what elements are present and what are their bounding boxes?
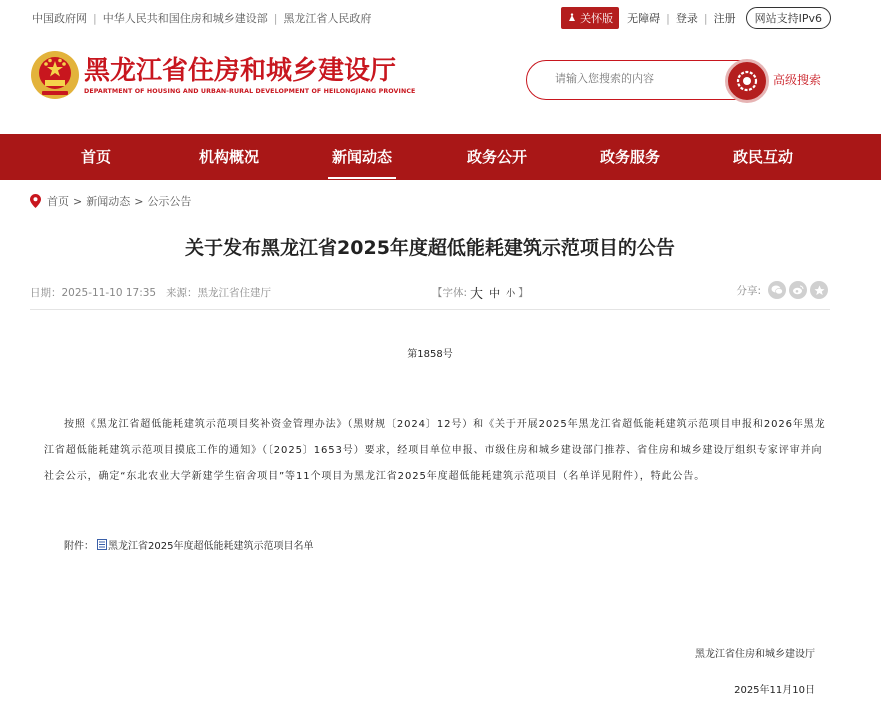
link-gov-cn[interactable]: 中国政府网	[32, 12, 87, 25]
font-large-button[interactable]: 大	[470, 287, 484, 302]
divider: |	[703, 11, 708, 25]
article-source: 来源：黑龙江省住建厅	[166, 287, 271, 299]
article-body: 按照《黑龙江省超低能耗建筑示范项目奖补资金管理办法》（黑财规〔2024〕12号）和《关于开展2025年黑龙江省超低能耗建筑示范项目申报和2026年黑龙江省超低能耗建筑示范项目摸底工作的通知》（〔2025〕1653号）要求，经项目单位申报、市级住房和城乡建设部门推荐、省住房和城乡建设厅组织专家评审并向社会公示，确定“东北农业大学新建学生宿舍项目”等11个项目为黑龙江省2025年度超低能耗建筑示范项目（名单详见附件），特此公告。	[44, 419, 826, 482]
breadcrumb-notices[interactable]: 公示公告	[147, 195, 192, 208]
publish-date: 日期：2025-11-10 17:35	[30, 287, 157, 299]
share-label: 分享:	[736, 284, 761, 297]
org-name-cn: 黑龙江省住房和城乡建设厅	[84, 55, 397, 86]
search-input[interactable]	[555, 72, 715, 85]
location-pin-icon	[30, 194, 41, 208]
nav-home[interactable]: 首页	[80, 148, 111, 166]
issuer-signature: 黑龙江省住房和城乡建设厅	[695, 649, 815, 660]
site-logo[interactable]	[30, 50, 415, 100]
search-button[interactable]	[725, 59, 769, 103]
font-small-button[interactable]: 小	[506, 289, 516, 299]
external-links	[32, 10, 371, 26]
breadcrumb-separator: >	[73, 194, 83, 208]
nav-about[interactable]: 机构概况	[198, 148, 259, 166]
login-link[interactable]: 登录	[675, 12, 698, 25]
wechat-share-icon[interactable]	[768, 281, 786, 299]
care-mode-label: 关怀版	[580, 12, 614, 25]
breadcrumb-separator: >	[134, 194, 144, 208]
favorite-share-icon[interactable]	[810, 281, 828, 299]
font-medium-button[interactable]: 中	[489, 286, 501, 300]
breadcrumb-news[interactable]: 新闻动态	[86, 195, 131, 208]
excel-file-icon	[97, 539, 107, 550]
accessibility-link[interactable]: 无障碍	[627, 12, 661, 25]
breadcrumb-home[interactable]: 首页	[47, 195, 69, 208]
nav-gov-affairs[interactable]: 政务公开	[466, 148, 527, 166]
divider: |	[666, 11, 670, 25]
meta-divider	[30, 309, 830, 310]
advanced-search-link[interactable]: 高级搜索	[773, 73, 822, 87]
font-size-label: 【字体:	[432, 287, 468, 299]
divider: |	[273, 11, 278, 25]
org-name-en: DEPARTMENT OF HOUSING AND URBAN-RURAL DEVELOPMENT OF HEILONGJIANG PROVINCE	[84, 87, 416, 95]
nav-gov-services[interactable]: 政务服务	[599, 148, 660, 166]
care-mode-button[interactable]	[561, 7, 619, 29]
attachment	[64, 537, 313, 552]
main-nav	[0, 134, 881, 180]
signature-date: 2025年11月10日	[734, 685, 815, 696]
logo-text	[84, 56, 415, 95]
article-title: 关于发布黑龙江省2025年度超低能耗建筑示范项目的公告	[185, 237, 675, 259]
nav-news[interactable]: 新闻动态	[328, 134, 396, 180]
top-actions	[561, 7, 831, 29]
share-bar	[736, 281, 828, 299]
link-hlj-gov[interactable]: 黑龙江省人民政府	[283, 12, 372, 25]
font-size-control	[432, 283, 529, 302]
divider: |	[93, 11, 97, 25]
nav-interaction[interactable]: 政民互动	[732, 148, 793, 166]
search-icon	[734, 68, 760, 94]
article-meta	[30, 283, 830, 307]
care-icon	[567, 13, 577, 23]
weibo-share-icon[interactable]	[789, 281, 807, 299]
ipv6-badge: 网站支持IPv6	[746, 7, 831, 29]
link-mohurd[interactable]: 中华人民共和国住房和城乡建设部	[102, 12, 268, 25]
top-utility-bar	[0, 0, 881, 36]
search-box	[526, 60, 766, 100]
document-number: 第1858号	[407, 349, 453, 360]
font-size-bracket: 】	[518, 287, 529, 299]
register-link[interactable]: 注册	[713, 12, 736, 25]
attachment-link[interactable]: 黑龙江省2025年度超低能耗建筑示范项目名单	[108, 541, 314, 552]
national-emblem-icon	[30, 50, 80, 100]
attachment-label: 附件：	[64, 541, 94, 552]
breadcrumb	[30, 193, 191, 209]
